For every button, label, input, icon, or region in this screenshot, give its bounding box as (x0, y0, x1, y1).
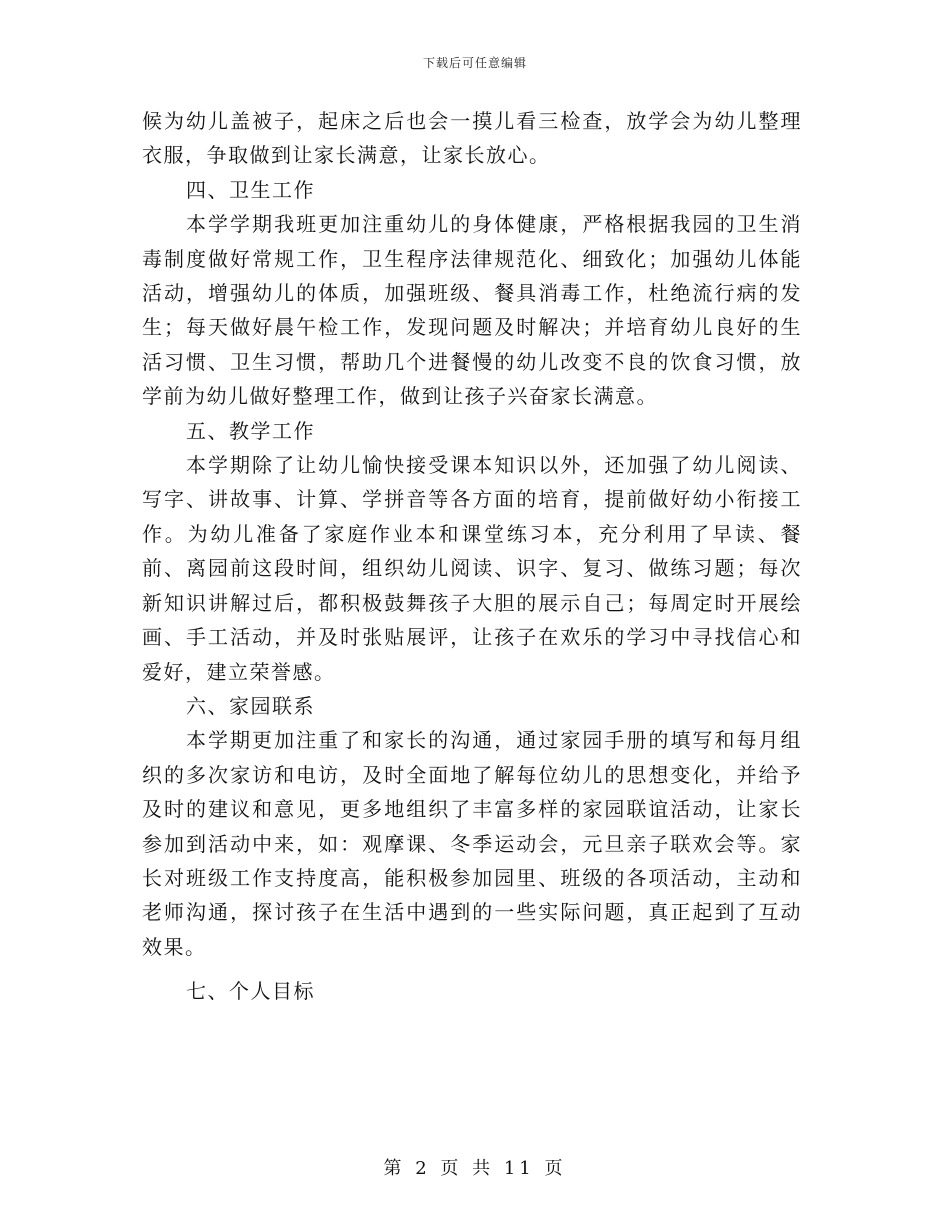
paragraph-continued: 候为幼儿盖被子，起床之后也会一摸儿看三检查，放学会为幼儿整理衣服，争取做到让家长满意，让家长放心。 (142, 109, 802, 168)
section-heading-personal-goals: 七、个人目标 (186, 979, 315, 1004)
section-heading-hygiene: 四、卫生工作 (186, 177, 315, 202)
document-body (142, 104, 802, 1009)
page-number: 第 2 页 共 11 页 (383, 1158, 567, 1179)
section-heading-home-school: 六、家园联系 (186, 693, 315, 718)
paragraph-home-school: 本学期更加注重了和家长的沟通，通过家园手册的填写和每月组织的多次家访和电访，及时全面地了解每位幼儿的思想变化，并给予及时的建议和意见，更多地组织了丰富多样的家园联谊活动，让家长参加到活动中来，如：观摩课、冬季运动会，元旦亲子联欢会等。家长对班级工作支持度高，能积极参加园里、班级的各项活动，主动和老师沟通，探讨孩子在生活中遇到的一些实际问题，真正起到了互动效果。 (142, 728, 802, 959)
section-heading-teaching: 五、教学工作 (186, 418, 315, 443)
paragraph-hygiene: 本学学期我班更加注重幼儿的身体健康，严格根据我园的卫生消毒制度做好常规工作，卫生程序法律规范化、细致化；加强幼儿体能活动，增强幼儿的体质，加强班级、餐具消毒工作，杜绝流行病的发生；每天做好晨午检工作，发现问题及时解决；并培育幼儿良好的生活习惯、卫生习惯，帮助几个进餐慢的幼儿改变不良的饮食习惯，放学前为幼儿做好整理工作，做到让孩子兴奋家长满意。 (142, 212, 802, 409)
paragraph-teaching: 本学期除了让幼儿愉快接受课本知识以外，还加强了幼儿阅读、写字、讲故事、计算、学拼音等各方面的培育，提前做好幼小衔接工作。为幼儿准备了家庭作业本和课堂练习本，充分利用了早读、餐前、离园前这段时间，组织幼儿阅读、识字、复习、做练习题；每次新知识讲解过后，都积极鼓舞孩子大胆的展示自己；每周定时开展绘画、手工活动，并及时张贴展评，让孩子在欢乐的学习中寻找信心和爱好，建立荣誉感。 (142, 453, 802, 684)
header-note: 下载后可任意编辑 (422, 56, 527, 70)
